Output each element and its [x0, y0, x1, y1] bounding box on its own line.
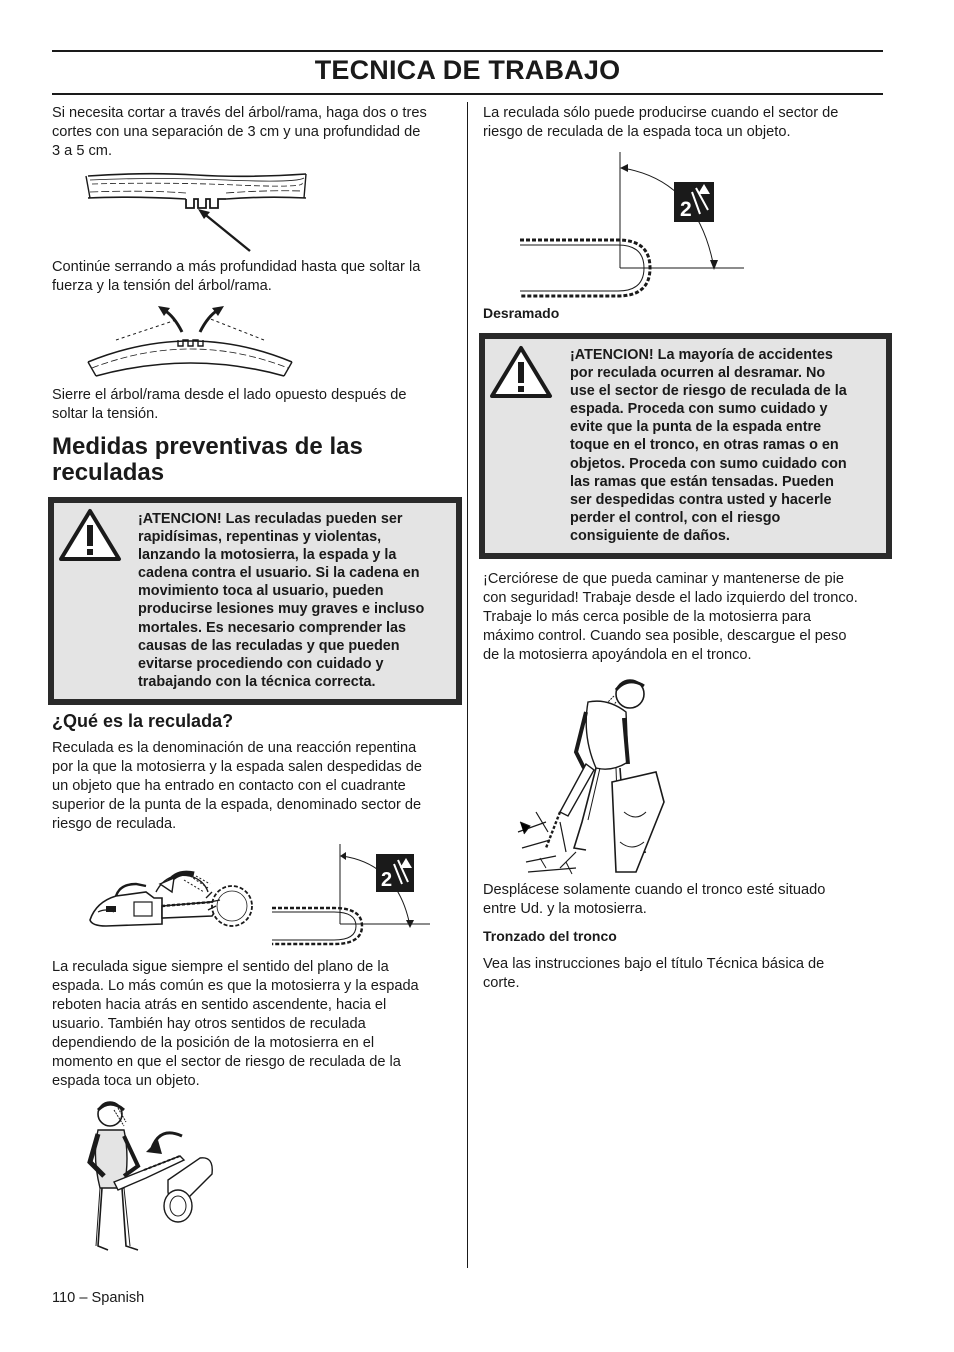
left-paragraph-3: Sierre el árbol/rama desde el lado opuesto después de soltar la tensión.: [52, 387, 407, 422]
left-paragraph-1: Si necesita cortar a través del árbol/rama, haga dos o tres cortes con una separación de 3 cm y una profundidad de 3 a 5 cm.: [52, 105, 427, 159]
warning-triangle-icon: [58, 508, 122, 562]
limbing-warning-text: ¡ATENCION! La mayoría de accidentes por reculada ocurren al desramar. No use el sector de riesgo de reculada de la espada. Proceda con sumo cuidado y evite que la punta de la espada entre toque en el tronco, en otras ramas o en objetos. Proceda con sumo cuidado con las ramas que están tensadas. Pueden ser despedidas contra usted y hacerle perder el control, con el riesgo consiguiente de daños.: [570, 347, 847, 544]
right-paragraph-3: Desplácese solamente cuando el tronco esté situado entre Ud. y la motosierra.: [483, 882, 826, 917]
kickback-zone-diagram-right: [518, 150, 748, 300]
warning-triangle-icon: [489, 345, 553, 399]
page-footer: 110 – Spanish: [52, 1290, 145, 1306]
section-title: Medidas preventivas de las reculadas: [52, 433, 363, 486]
right-paragraph-4: Vea las instrucciones bajo el título Técnica básica de corte.: [483, 956, 825, 991]
left-paragraph-5: La reculada sigue siempre el sentido del plano de la espada. Lo más común es que la motosierra y la espada reboten hacia atrás en sentido ascendente, hacia el usuario. También hay otros sentidos de reculada dependiendo de la posición de la motosierra en el momento en que el sector de riesgo de reculada de la espada toca un objeto.: [52, 959, 419, 1089]
column-divider: [467, 102, 468, 1268]
bent-branch-illustration: [86, 300, 296, 380]
right-paragraph-2: ¡Cerciórese de que pueda caminar y mantenerse de pie con seguridad! Trabaje desde el lado izquierdo del tronco. Trabaje lo más cerca posible de la motosierra para máximo control. Cuando sea posible, descargue el peso de la motosierra apoyándola en el tronco.: [483, 571, 858, 663]
log-cuts-illustration: [86, 168, 308, 256]
left-paragraph-4: Reculada es la denominación de una reacción repentina por la que la motosierra y la espada salen despedidas de un objeto que ha entrado en contacto con el cuadrante superior de la punta de la espada, denominado sector de riesgo de reculada.: [52, 740, 422, 832]
svg-text:2: 2: [381, 869, 393, 891]
svg-text:2: 2: [680, 198, 692, 221]
kickback-zone-diagram-left: [268, 842, 432, 948]
page-title: TECNICA DE TRABAJO: [314, 55, 621, 85]
operator-kickback-illustration: [84, 1096, 220, 1266]
header-top-rule: [52, 50, 883, 52]
right-paragraph-1: La reculada sólo puede producirse cuando el sector de riesgo de reculada de la espada toca un objeto.: [483, 105, 839, 140]
label-desramado: Desramado: [483, 305, 560, 321]
kickback-warning-text: ¡ATENCION! Las reculadas pueden ser rapidísimas, repentinas y violentas, lanzando la motosierra, la espada y la cadena contra el usuario. Si la cadena en movimiento toca al usuario, pueden producirse lesiones muy graves e incluso mortales. Es necesario comprender las causas de las reculadas y que pueden evitarse procediendo con cuidado y trabajando con la técnica correcta.: [138, 511, 425, 690]
left-paragraph-2: Continúe serrando a más profundidad hasta que soltar la fuerza y la tensión del árbol/rama.: [52, 259, 421, 294]
chainsaw-kickback-illustration: [86, 862, 256, 934]
header-bottom-rule: [52, 93, 883, 95]
operator-limbing-illustration: [516, 672, 666, 878]
label-tronzado: Tronzado del tronco: [483, 928, 617, 944]
subsection-title: ¿Qué es la reculada?: [52, 711, 234, 731]
